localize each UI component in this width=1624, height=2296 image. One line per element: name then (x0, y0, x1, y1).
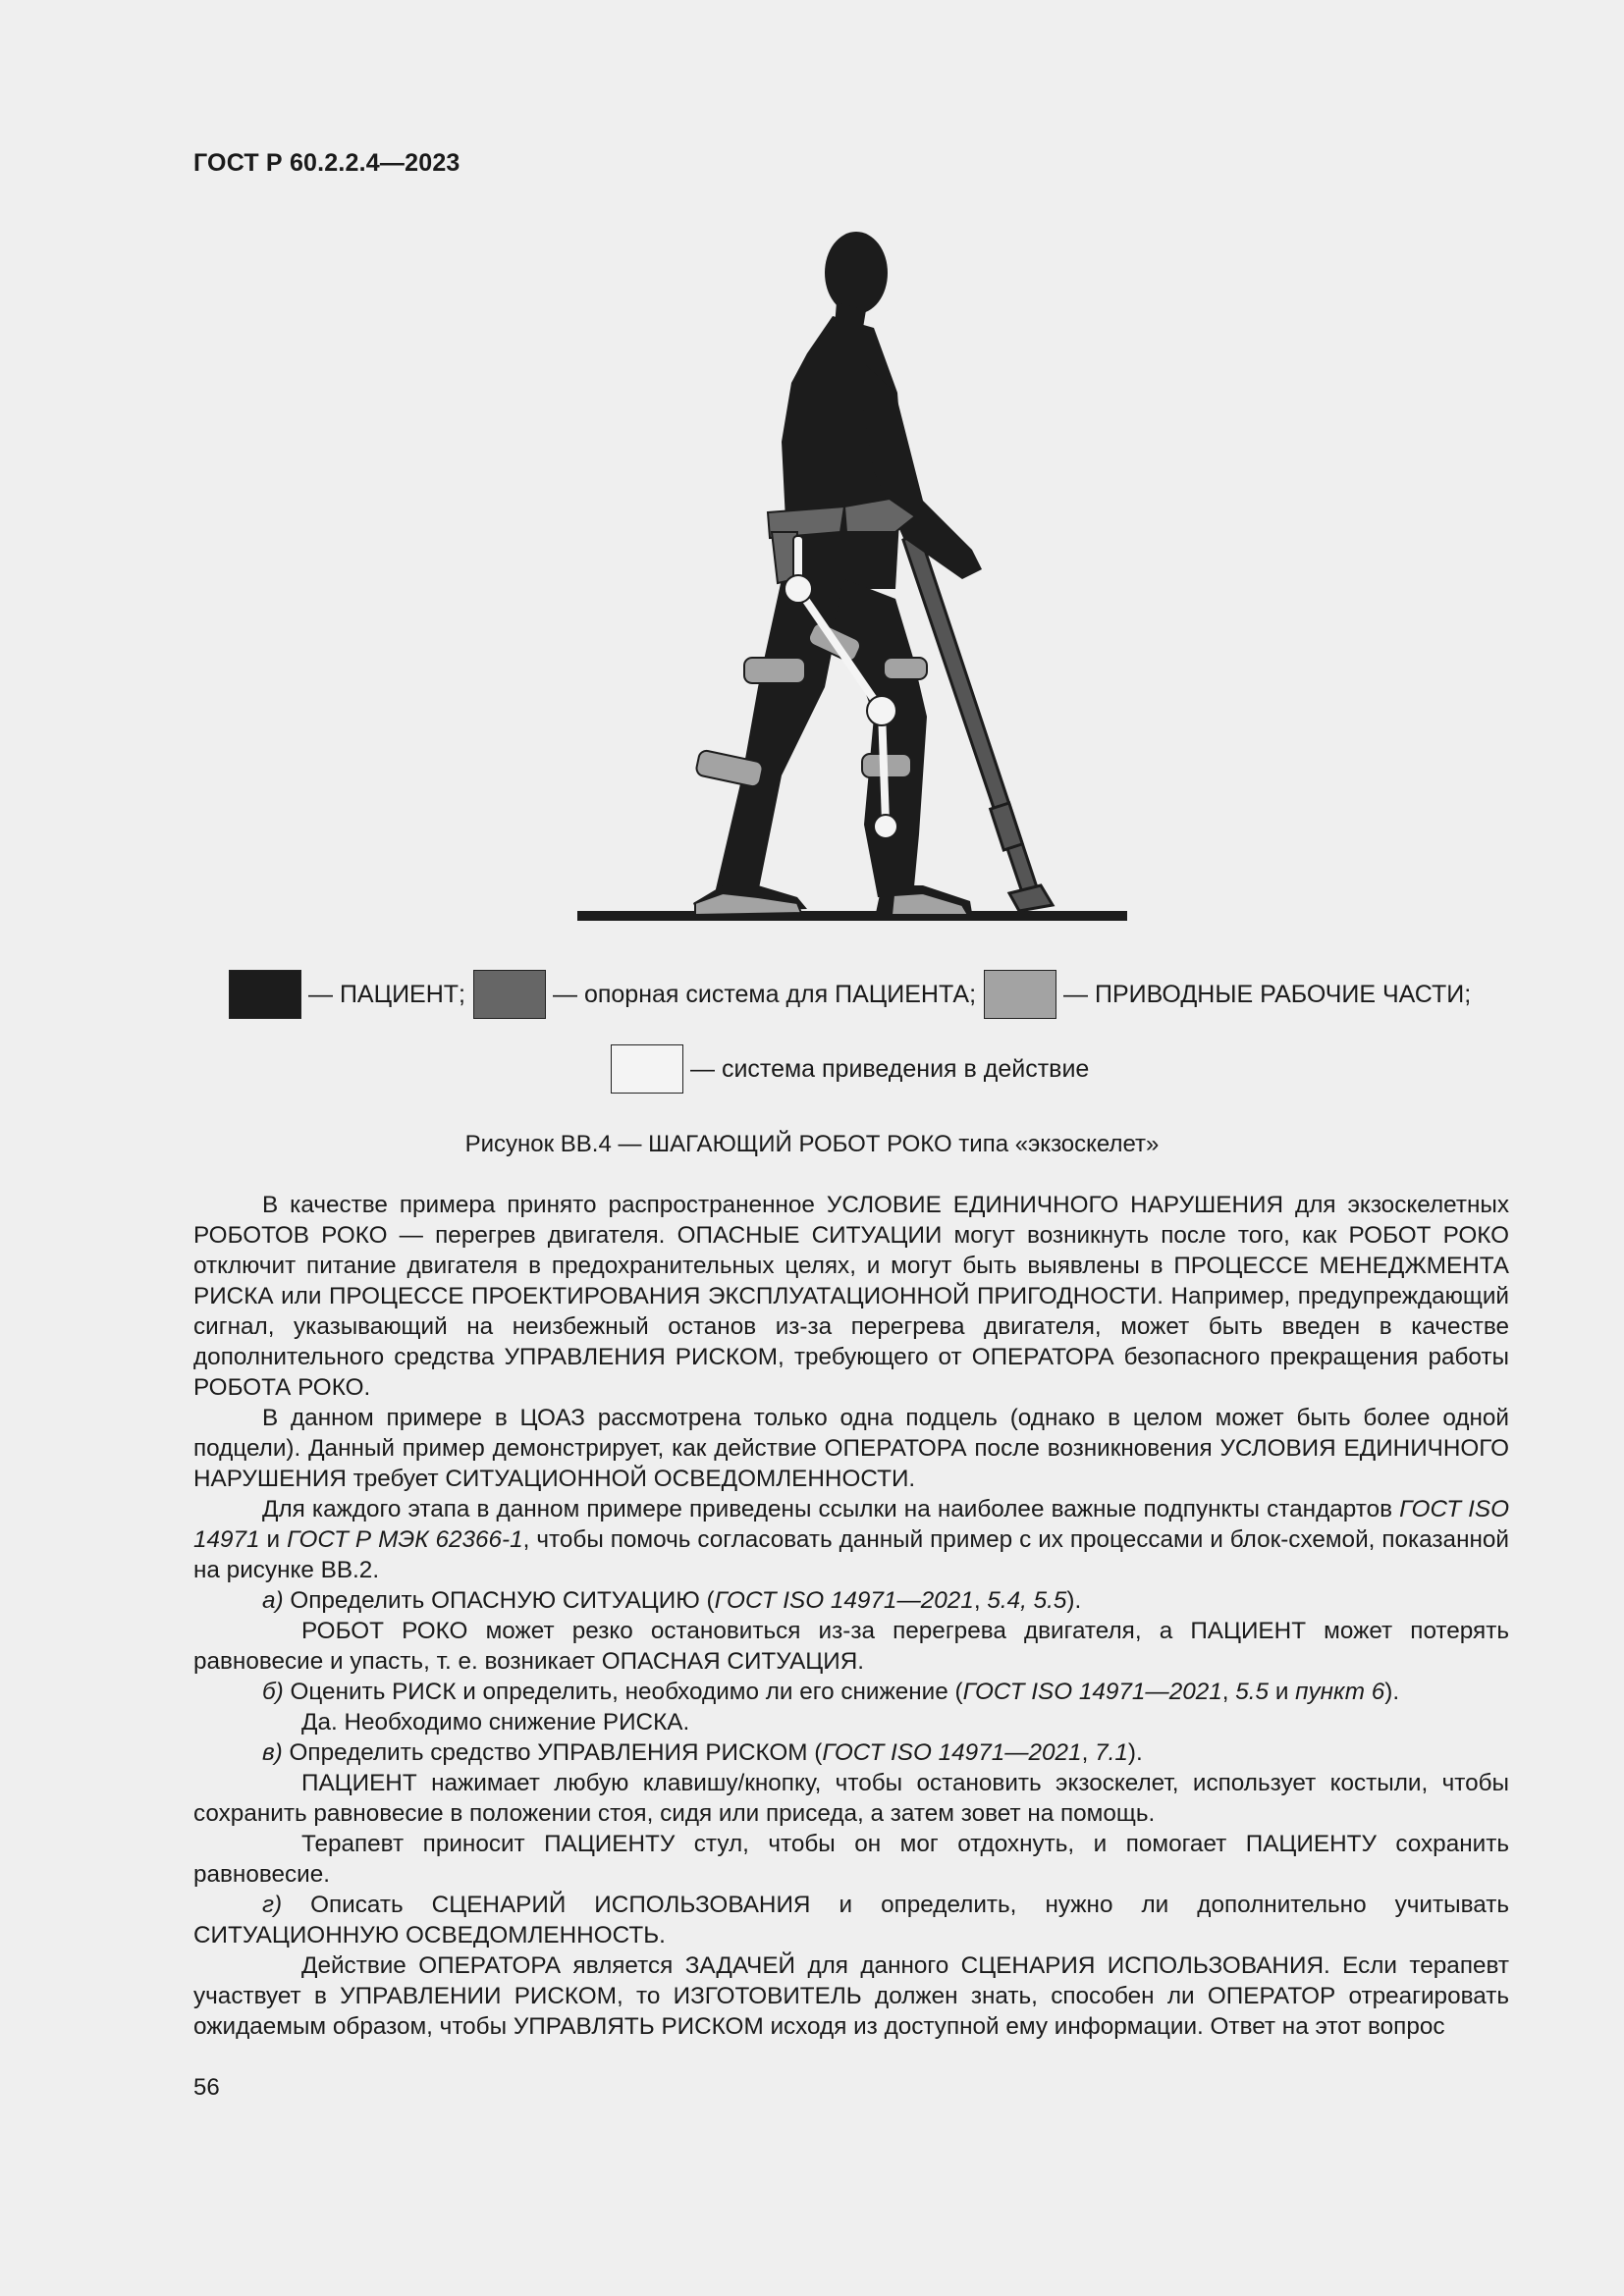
reference: ГОСТ ISO 14971—2021 (962, 1679, 1222, 1705)
legend-label-support-system: — опорная система для ПАЦИЕНТА; (553, 980, 977, 1008)
legend-swatch-patient (229, 970, 301, 1019)
list-item-v: в) Определить средство УПРАВЛЕНИЯ РИСКОМ (ГОСТ ISO 14971—2021, 7.1). (262, 1739, 1143, 1766)
reference: ГОСТ ISO 14971 (193, 1496, 1510, 1553)
reference: ГОСТ ISO 14971—2021 (822, 1739, 1082, 1766)
paragraph-3: Для каждого этапа в данном примере приведены ссылки на наиболее важные подпункты стандартов ГОСТ ISO 14971 и ГОСТ Р МЭК 62366-1, чтобы помочь согласовать данный пример с их процессами и блок-схемой, показанной на рисунке ВВ.2. (193, 1496, 1510, 1583)
exoskeleton-walking-figure (550, 226, 1139, 933)
paragraph-1: В качестве примера принято распространенное УСЛОВИЕ ЕДИНИЧНОГО НАРУШЕНИЯ для экзоскелетных РОБОТОВ РОКО — перегрев двигателя. ОПАСНЫЕ СИТУАЦИИ могут возникнуть после того, как РОБОТ РОКО отключит питание двигателя в предохранительных целях, и могут быть выявлены в ПРОЦЕССЕ МЕНЕДЖМЕНТА РИСКА или ПРОЦЕССЕ ПРОЕКТИРОВАНИЯ ЭКСПЛУАТАЦИОННОЙ ПРИГОДНОСТИ. Например, предупреждающий сигнал, указывающий на неизбежный останов из-за перегрева двигателя, может быть введен в качестве дополнительного средства УПРАВЛЕНИЯ РИСКОМ, требующего от ОПЕРАТОРА безопасного прекращения работы РОБОТА РОКО. (193, 1192, 1509, 1401)
legend-label-actuated-parts: — ПРИВОДНЫЕ РАБОЧИЕ ЧАСТИ; (1063, 980, 1472, 1008)
list-item-a-detail: РОБОТ РОКО может резко остановиться из-за перегрева двигателя, а ПАЦИЕНТ может потерять равновесие и упасть, т. е. возникает ОПАСНАЯ СИТУАЦИЯ. (193, 1618, 1509, 1675)
patient-silhouette (693, 232, 982, 913)
list-item-b: б) Оценить РИСК и определить, необходимо ли его снижение (ГОСТ ISO 14971—2021, 5.5 и пункт 6). (262, 1679, 1400, 1705)
legend-label-patient: — ПАЦИЕНТ; (308, 980, 465, 1008)
ground-line (577, 911, 1127, 921)
reference: 5.5 (1235, 1679, 1270, 1705)
legend-swatch-support-system (473, 970, 546, 1019)
list-item-b-detail: Да. Необходимо снижение РИСКА. (301, 1709, 690, 1735)
reference: пункт 6 (1295, 1679, 1385, 1705)
legend-swatch-actuating-system (611, 1044, 683, 1094)
body-text (193, 1190, 1509, 2042)
figure-caption: Рисунок ВВ.4 — ШАГАЮЩИЙ РОБОТ РОКО типа «экзоскелет» (464, 1131, 1160, 1157)
document-header: ГОСТ Р 60.2.2.4—2023 (193, 149, 460, 177)
figure-legend-row-2 (611, 1044, 1097, 1094)
list-item-v-detail-1: ПАЦИЕНТ нажимает любую клавишу/кнопку, чтобы остановить экзоскелет, использует костыли, чтобы сохранить равновесие в положении стоя, сидя или приседа, а затем зовет на помощь. (193, 1770, 1509, 1827)
reference: 7.1 (1095, 1739, 1128, 1766)
paragraph-2: В данном примере в ЦОАЗ рассмотрена только одна подцель (однако в целом может быть более одной подцели). Данный пример демонстрирует, как действие ОПЕРАТОРА после возникновения УСЛОВИЯ ЕДИНИЧНОГО НАРУШЕНИЯ требует СИТУАЦИОННОЙ ОСВЕДОМЛЕННОСТИ. (193, 1405, 1509, 1492)
reference: ГОСТ Р МЭК 62366-1 (287, 1526, 523, 1553)
reference: 5.4, 5.5 (987, 1587, 1067, 1614)
page-number: 56 (193, 2074, 220, 2101)
list-item-g-detail: Действие ОПЕРАТОРА является ЗАДАЧЕЙ для данного СЦЕНАРИЯ ИСПОЛЬЗОВАНИЯ. Если терапевт участвует в УПРАВЛЕНИИ РИСКОМ, то ИЗГОТОВИТЕЛЬ должен знать, способен ли ОПЕРАТОР отреагировать ожидаемым образом, чтобы УПРАВЛЯТЬ РИСКОМ исходя из доступной ему информации. Ответ на этот вопрос (193, 1952, 1509, 2040)
legend-swatch-actuated-parts (984, 970, 1056, 1019)
list-item-v-detail-2: Терапевт приносит ПАЦИЕНТУ стул, чтобы он мог отдохнуть, и помогает ПАЦИЕНТУ сохранить равновесие. (193, 1831, 1509, 1888)
reference: ГОСТ ISO 14971—2021 (714, 1587, 974, 1614)
figure-legend-row-1 (229, 970, 1479, 1019)
list-item-a: а) Определить ОПАСНУЮ СИТУАЦИЮ (ГОСТ ISO 14971—2021, 5.4, 5.5). (262, 1587, 1082, 1614)
legend-label-actuating-system: — система приведения в действие (690, 1054, 1090, 1083)
list-item-g: г) Описать СЦЕНАРИЙ ИСПОЛЬЗОВАНИЯ и определить, нужно ли дополнительно учитывать СИТУАЦИОННУЮ ОСВЕДОМЛЕННОСТЬ. (193, 1892, 1509, 1949)
